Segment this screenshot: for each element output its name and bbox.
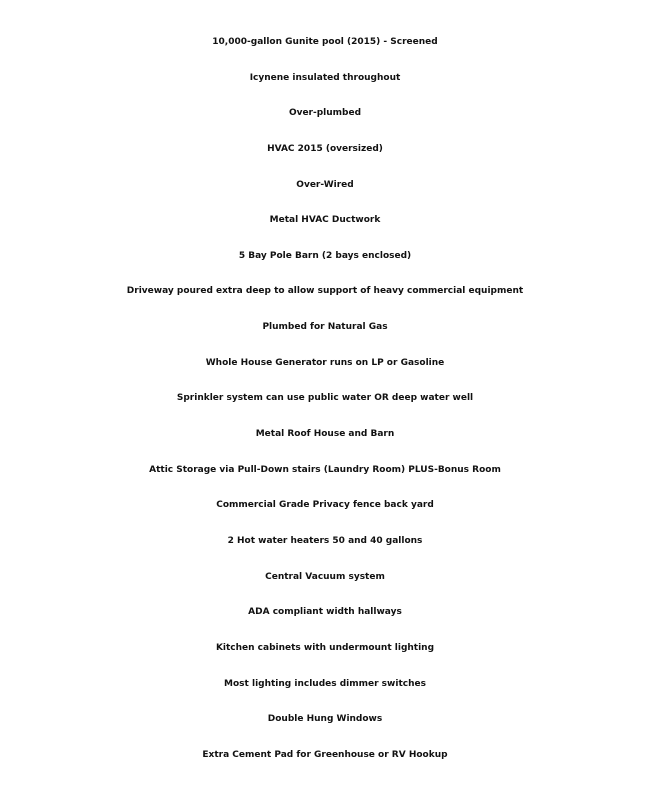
feature-item: 2 Hot water heaters 50 and 40 gallons [227,535,423,546]
feature-item: Metal Roof House and Barn [255,429,395,440]
feature-item: Over-plumbed [288,108,362,119]
feature-item: Kitchen cabinets with undermount lighting [215,642,435,653]
feature-item: Icynene insulated throughout [249,72,401,83]
feature-item: Double Hung Windows [267,714,383,725]
feature-item: Central Vacuum system [265,571,385,582]
feature-list [0,30,650,778]
feature-item: Over-Wired [296,179,354,190]
feature-item: Sprinkler system can use public water OR deep water well [176,393,474,404]
feature-item: HVAC 2015 (oversized) [267,143,383,154]
feature-item: Attic Storage via Pull-Down stairs (Laundry Room) PLUS-Bonus Room [149,464,501,475]
feature-item: Whole House Generator runs on LP or Gasoline [205,357,445,368]
feature-item: Driveway poured extra deep to allow support of heavy commercial equipment [126,286,524,297]
feature-item: Commercial Grade Privacy fence back yard [216,500,434,511]
feature-item: Most lighting includes dimmer switches [224,678,426,689]
feature-item: Metal HVAC Ductwork [269,215,381,226]
feature-item: 10,000-gallon Gunite pool (2015) - Screened [212,37,438,47]
feature-item: ADA compliant width hallways [248,607,402,618]
feature-item: Extra Cement Pad for Greenhouse or RV Hookup [202,749,448,760]
feature-item: Plumbed for Natural Gas [262,322,388,333]
feature-item: 5 Bay Pole Barn (2 bays enclosed) [238,250,412,261]
